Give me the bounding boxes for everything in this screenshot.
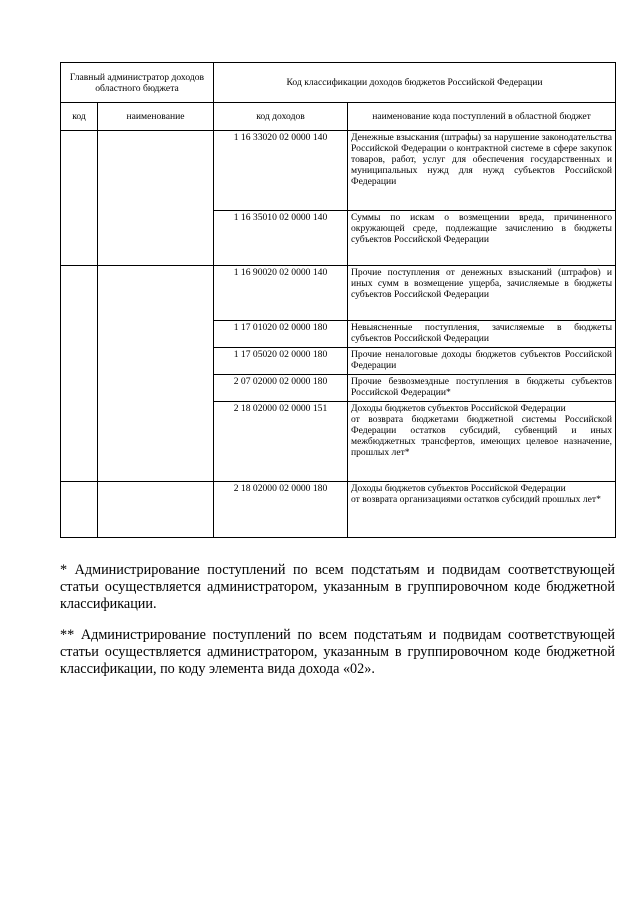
header-income-code: код доходов [214,103,348,131]
income-name-cell: Прочие безвозмездные поступления в бюджеты субъектов Российской Федерации* [348,375,616,402]
header-admin-group: Главный администратор доходов областного бюджета [61,63,214,103]
income-code-cell: 2 18 02000 02 0000 180 [214,482,348,538]
income-name-cell: Денежные взыскания (штрафы) за нарушение законодательства Российской Федерации о контрактной системе в сфере закупок товаров, работ, услуг для обеспечения государственных и муниципальных нужд для нужд субъектов Российской Федерации [348,131,616,211]
admin-name-cell [98,482,214,538]
footnote-double-asterisk: ** Администрирование поступлений по всем подстатьям и подвидам соответствующей статьи осуществляется администратором, указанным в группировочном коде бюджетной классификации, по коду элемента вида дохода «02». [60,627,615,677]
table-row [61,131,616,211]
income-code-cell: 2 07 02000 02 0000 180 [214,375,348,402]
income-name-cell: Суммы по искам о возмещении вреда, причиненного окружающей среде, подлежащие зачислению в бюджеты субъектов Российской Федерации [348,211,616,266]
header-code: код [61,103,98,131]
header-name: наименование [98,103,214,131]
table-row [61,266,616,321]
header-income-name: наименование кода поступлений в областной бюджет [348,103,616,131]
income-name-line2: от возврата организациями остатков субсидий прошлых лет* [351,494,601,505]
header-row-group [61,63,616,103]
income-name-cell: Прочие неналоговые доходы бюджетов субъектов Российской Федерации [348,348,616,375]
income-code-cell: 1 17 01020 02 0000 180 [214,321,348,348]
header-classification-group: Код классификации доходов бюджетов Российской Федерации [214,63,616,103]
income-name-line1: Доходы бюджетов субъектов Российской Федерации [351,483,566,494]
income-code-cell: 1 16 33020 02 0000 140 [214,131,348,211]
admin-name-cell [98,266,214,482]
header-row-columns [61,103,616,131]
admin-code-cell [61,482,98,538]
income-code-cell: 1 16 90020 02 0000 140 [214,266,348,321]
income-code-cell: 2 18 02000 02 0000 151 [214,402,348,482]
income-name-cell: Прочие поступления от денежных взысканий (штрафов) и иных сумм в возмещение ущерба, зачисляемые в бюджеты субъектов Российской Федерации [348,266,616,321]
income-name-cell [348,402,616,482]
income-name-line2: от возврата бюджетами бюджетной системы Российской Федерации остатков субсидий, субвенций и иных межбюджетных трансфертов, имеющих целевое назначение, прошлых лет* [351,414,613,458]
income-code-cell: 1 16 35010 02 0000 140 [214,211,348,266]
footnote-single-asterisk: * Администрирование поступлений по всем подстатьям и подвидам соответствующей статьи осуществляется администратором, указанным в группировочном коде бюджетной классификации. [60,562,615,612]
income-code-cell: 1 17 05020 02 0000 180 [214,348,348,375]
income-name-line1: Доходы бюджетов субъектов Российской Федерации [351,403,566,414]
income-name-cell [348,482,616,538]
income-name-cell: Невыясненные поступления, зачисляемые в бюджеты субъектов Российской Федерации [348,321,616,348]
admin-code-cell [61,266,98,482]
admin-code-cell [61,131,98,266]
income-classification-table [60,62,616,538]
table-row [61,482,616,538]
admin-name-cell [98,131,214,266]
